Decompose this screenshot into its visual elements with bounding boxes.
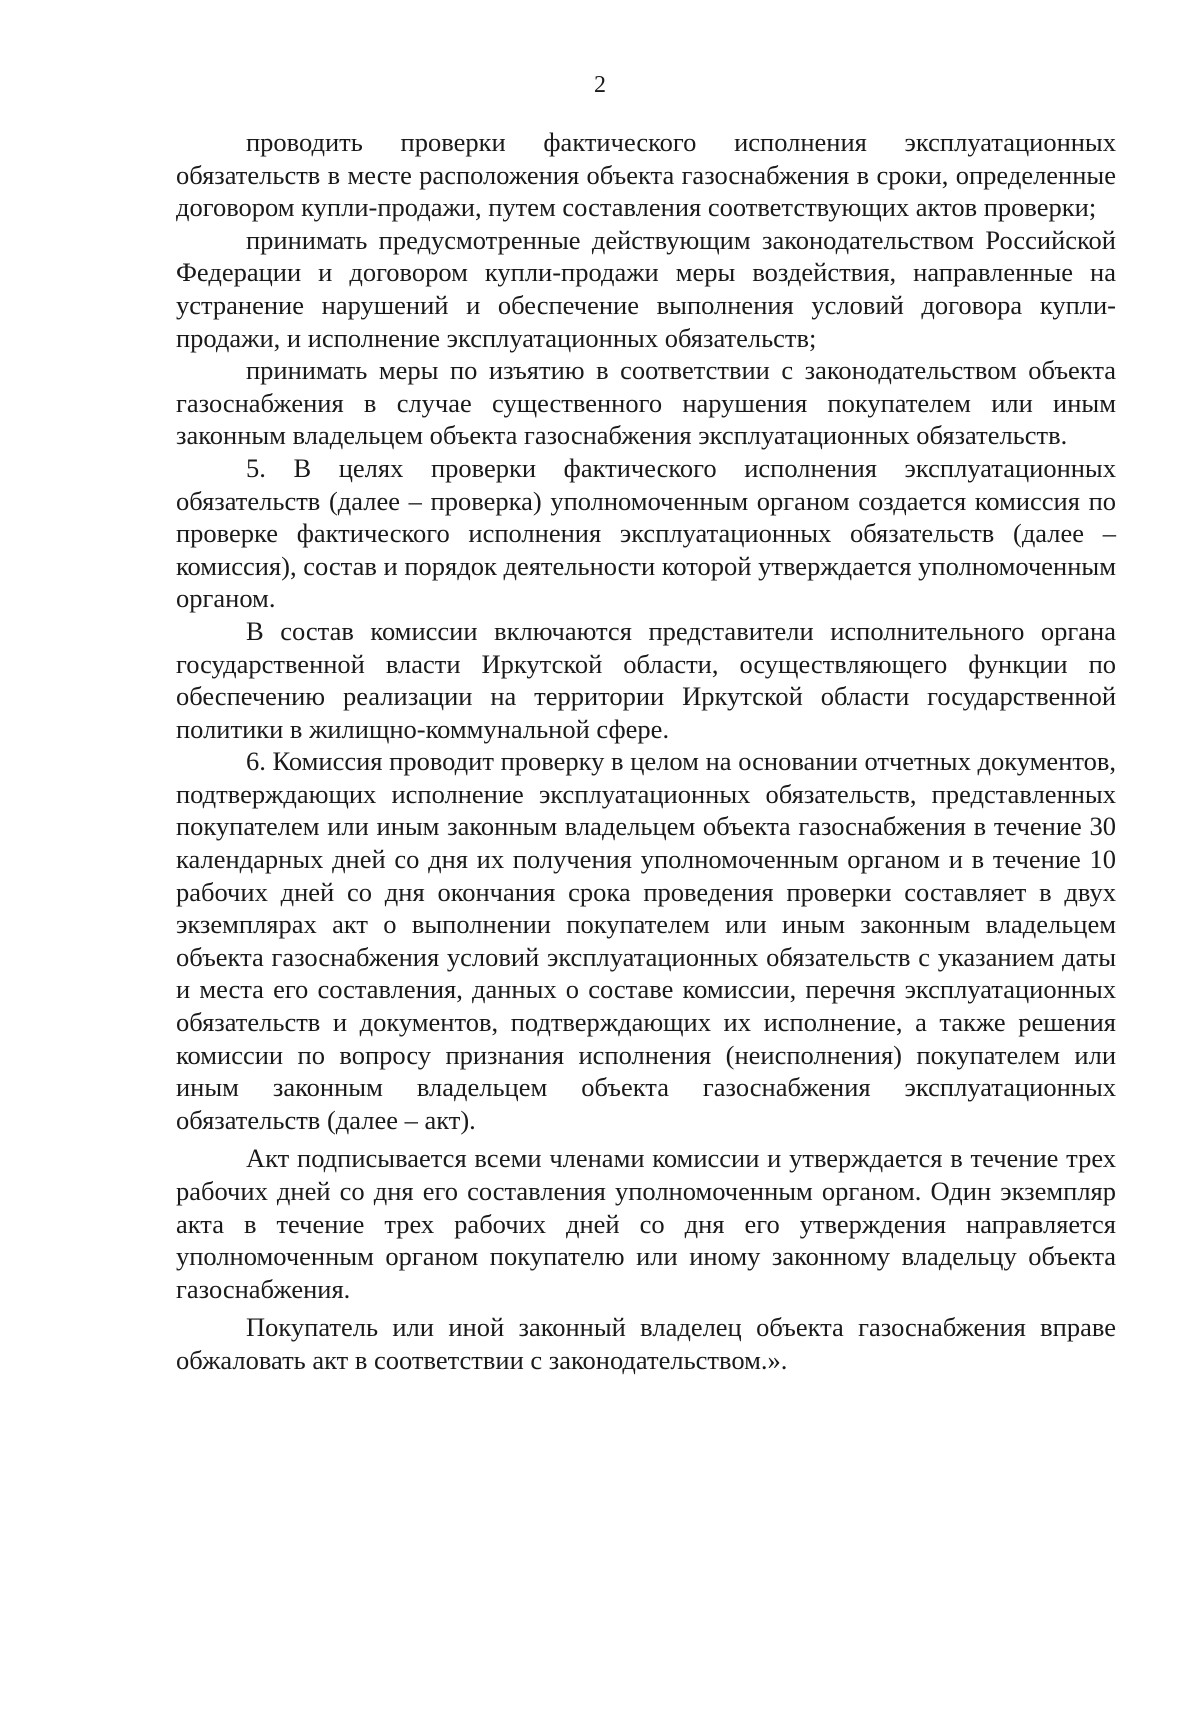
paragraph-inspection-duty: проводить проверки фактического исполнения эксплуатационных обязательств в месте расположения объекта газоснабжения в сроки, определенные договором купли-продажи, путем составления соответствующих актов проверки; — [176, 127, 1116, 223]
page-number: 2 — [594, 72, 606, 98]
paragraph-enforcement-measures: принимать предусмотренные действующим законодательством Российской Федерации и договором купли-продажи меры воздействия, направленные на устранение нарушений и обеспечение выполнения условий договора купли-продажи, и исполнение эксплуатационных обязательств; — [176, 224, 1116, 353]
paragraph-appeal: Покупатель или иной законный владелец объекта газоснабжения вправе обжаловать акт в соответствии с законодательством.». — [176, 1312, 1116, 1375]
document-body — [176, 126, 1116, 1377]
paragraph-seizure-measures: принимать меры по изъятию в соответствии с законодательством объекта газоснабжения в случае существенного нарушения покупателем или иным законным владельцем объекта газоснабжения эксплуатационных обязательств. — [176, 355, 1116, 451]
paragraph-act-signing: Акт подписывается всеми членами комиссии и утверждается в течение трех рабочих дней со дня его составления уполномоченным органом. Один экземпляр акта в течение трех рабочих дней со дня его утверждения направляется уполномоченным органом покупателю или иному законному владельцу объекта газоснабжения. — [176, 1143, 1116, 1304]
paragraph-section-5: 5. В целях проверки фактического исполнения эксплуатационных обязательств (далее – проверка) уполномоченным органом создается комиссия по проверке фактического исполнения эксплуатационных обязательств (далее – комиссия), состав и порядок деятельности которой утверждается уполномоченным органом. — [176, 452, 1116, 614]
paragraph-section-6: 6. Комиссия проводит проверку в целом на основании отчетных документов, подтверждающих исполнение эксплуатационных обязательств, представленных покупателем или иным законным владельцем объекта газоснабжения в течение 30 календарных дней со дня их получения уполномоченным органом и в течение 10 рабочих дней со дня окончания срока проведения проверки составляет в двух экземплярах акт о выполнении покупателем или иным законным владельцем объекта газоснабжения условий эксплуатационных обязательств с указанием даты и места его составления, данных о составе комиссии, перечня эксплуатационных обязательств и документов, подтверждающих их исполнение, а также решения комиссии по вопросу признания исполнения (неисполнения) покупателем или иным законным владельцем объекта газоснабжения эксплуатационных обязательств (далее – акт). — [176, 746, 1116, 1135]
paragraph-commission-composition: В состав комиссии включаются представители исполнительного органа государственной власти Иркутской области, осуществляющего функции по обеспечению реализации на территории Иркутской области государственной политики в жилищно-коммунальной сфере. — [176, 615, 1116, 744]
